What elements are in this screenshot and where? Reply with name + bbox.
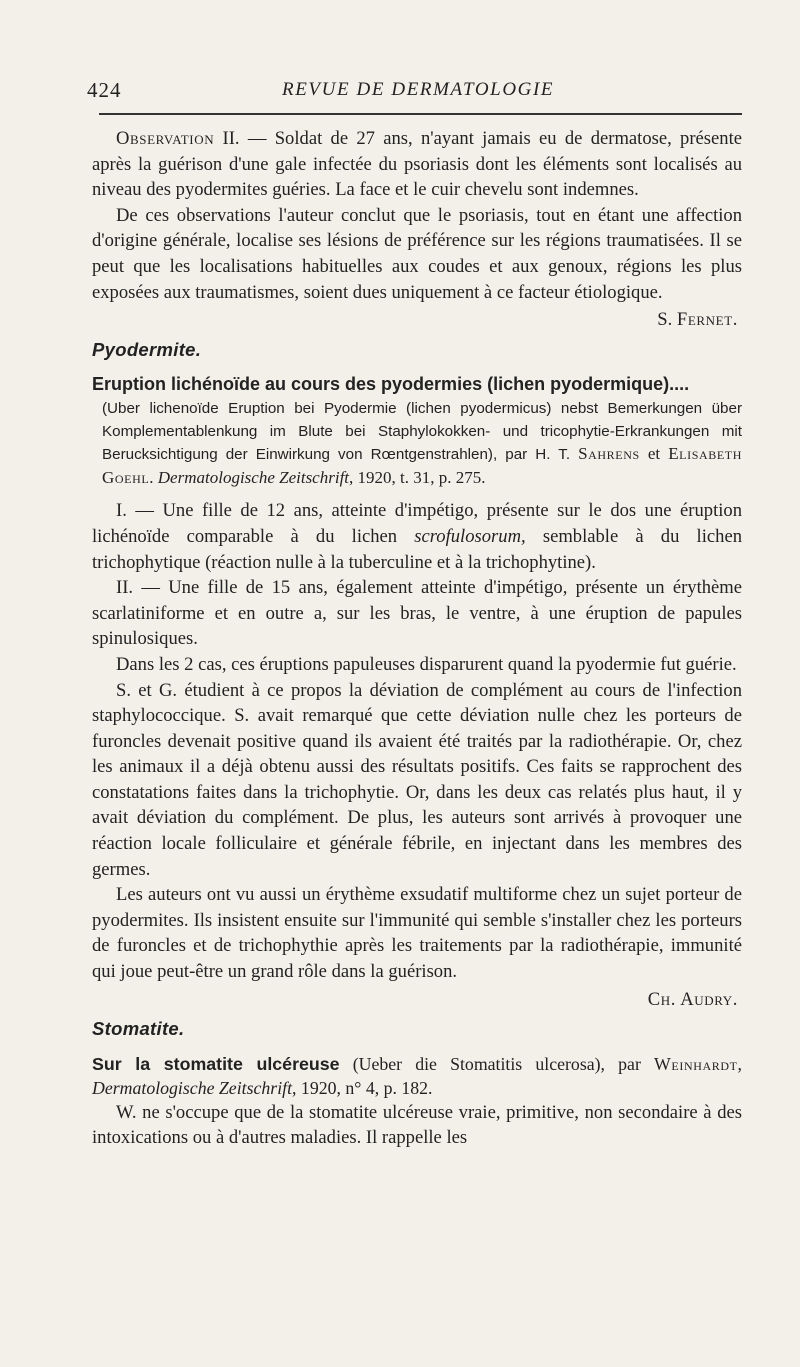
conclusion-paragraph: De ces observations l'auteur conclut que le psoriasis, tout en étant une affection d'origine générale, localise ses lésions de préférence sur les régions traumatisées. Il se peut que les localisations habituelles aux coudes et aux genoux, régions les plus exposées aux traumatismes, soient dues uniquement à ce facteur étiologique. — [92, 204, 742, 303]
signature-audry: Ch. Audry. — [647, 988, 738, 1010]
reference-separator: . — [149, 467, 158, 487]
reference-citation: , 1920, t. 31, p. 275. — [349, 467, 486, 487]
reference-separator: , — [737, 1053, 742, 1074]
scrofulosorum-term: scrofulosorum, — [414, 525, 526, 547]
signature-name: Fernet. — [676, 309, 738, 331]
article-title-lichen: Eruption lichénoïde au cours des pyodermies (lichen pyodermique).... — [92, 374, 690, 395]
signature-initial: S. — [657, 309, 677, 331]
case-one-text: I. — Une fille de 12 ans, atteinte d'impétigo, présente sur le dos une éruption lichénoïde comparable à du lichen — [92, 500, 742, 547]
running-title: REVUE DE DERMATOLOGIE — [282, 79, 555, 100]
observation-text: II. — Soldat de 27 ans, n'ayant jamais eu de dermatose, présente après la guérison d'une gale infectée du psoriasis dont les éléments sont localisés au niveau des pyodermites guéries. La face et le cuir chevelu sont indemnes. — [92, 128, 742, 201]
complement-deviation-paragraph: S. et G. étudient à ce propos la déviation de complément au cours de l'infection staphylococcique. S. avait remarqué que cette déviation nulle chez les porteurs de furoncles devenait positive quand ils avaient été traités par la radiothérapie. Or, chez les animaux il a déjà obtenu aussi des résultats positifs. Ces faits se rapprochent des constatations faites dans la trichophytie. Or, dans les deux cas relatés plus haut, il y avait déviation du complément. De plus, les auteurs sont arrivés à provoquer une réaction locale folliculaire et générale fébrile, en injectant dans les membres des germes. — [92, 679, 742, 880]
header-rule — [99, 113, 742, 115]
reference-author: Weinhardt — [654, 1053, 738, 1074]
cases-result-paragraph: Dans les 2 cas, ces éruptions papuleuses disparurent quand la pyodermie fut guérie. — [116, 653, 737, 675]
page-body — [92, 126, 742, 1151]
reference-journal: Dermatologische Zeitschrift — [92, 1077, 293, 1098]
reference-text: (Ueber die Stomatitis ulcerosa), par — [339, 1053, 655, 1074]
observation-paragraph — [92, 126, 742, 203]
case-one-paragraph — [92, 498, 742, 575]
article-heading-stomatite — [92, 1052, 742, 1100]
reference-author: Elisabeth Goehl — [102, 444, 742, 487]
article-title-stomatite: Sur la stomatite ulcéreuse — [92, 1053, 340, 1074]
page-number: 424 — [87, 78, 122, 102]
case-two-paragraph: II. — Une fille de 15 ans, également atteinte d'impétigo, présente un érythème scarlatiniforme et en outre a, sur les bras, le ventre, à une éruption de papules spinulosiques. — [92, 577, 742, 650]
reference-conjunction: et — [639, 444, 669, 464]
stomatite-paragraph: W. ne s'occupe que de la stomatite ulcéreuse vraie, primitive, non secondaire à des intoxications ou à d'autres maladies. Il rappelle les — [92, 1101, 742, 1149]
reference-journal: Dermatologische Zeitschrift — [157, 467, 350, 487]
case-one-text-end: semblable à du lichen trichophytique (réaction nulle à la tuberculine et à la trichophytine). — [92, 525, 742, 573]
page-header — [87, 78, 742, 108]
signature-fernet — [92, 307, 738, 333]
reference-text: (Uber lichenoïde Eruption bei Pyodermie (lichen pyodermicus) nebst Bemerkungen über Komplementablenkung im Blute bei Staphylokokken- und tricophytie-Erkrankungen mit Berucksichtigung der Einwirkung von Rœntgenstrahlen), par H. T. — [102, 400, 742, 464]
section-title-pyodermite: Pyodermite. — [92, 338, 202, 360]
observation-label: Observation — [116, 128, 215, 149]
immunity-paragraph: Les auteurs ont vu aussi un érythème exsudatif multiforme chez un sujet porteur de pyodermites. Ils insistent ensuite sur l'immunité qui semble s'installer chez les porteurs de furoncles et de trichophythie après les traitements par la radiothérapie, immunité qui joue peut-être un grand rôle dans la guérison. — [92, 884, 742, 983]
article-reference-lichen — [92, 398, 742, 490]
reference-author: Sahrens — [578, 444, 640, 464]
section-title-stomatite: Stomatite. — [92, 1018, 185, 1040]
reference-citation: , 1920, n° 4, p. 182. — [292, 1077, 433, 1098]
